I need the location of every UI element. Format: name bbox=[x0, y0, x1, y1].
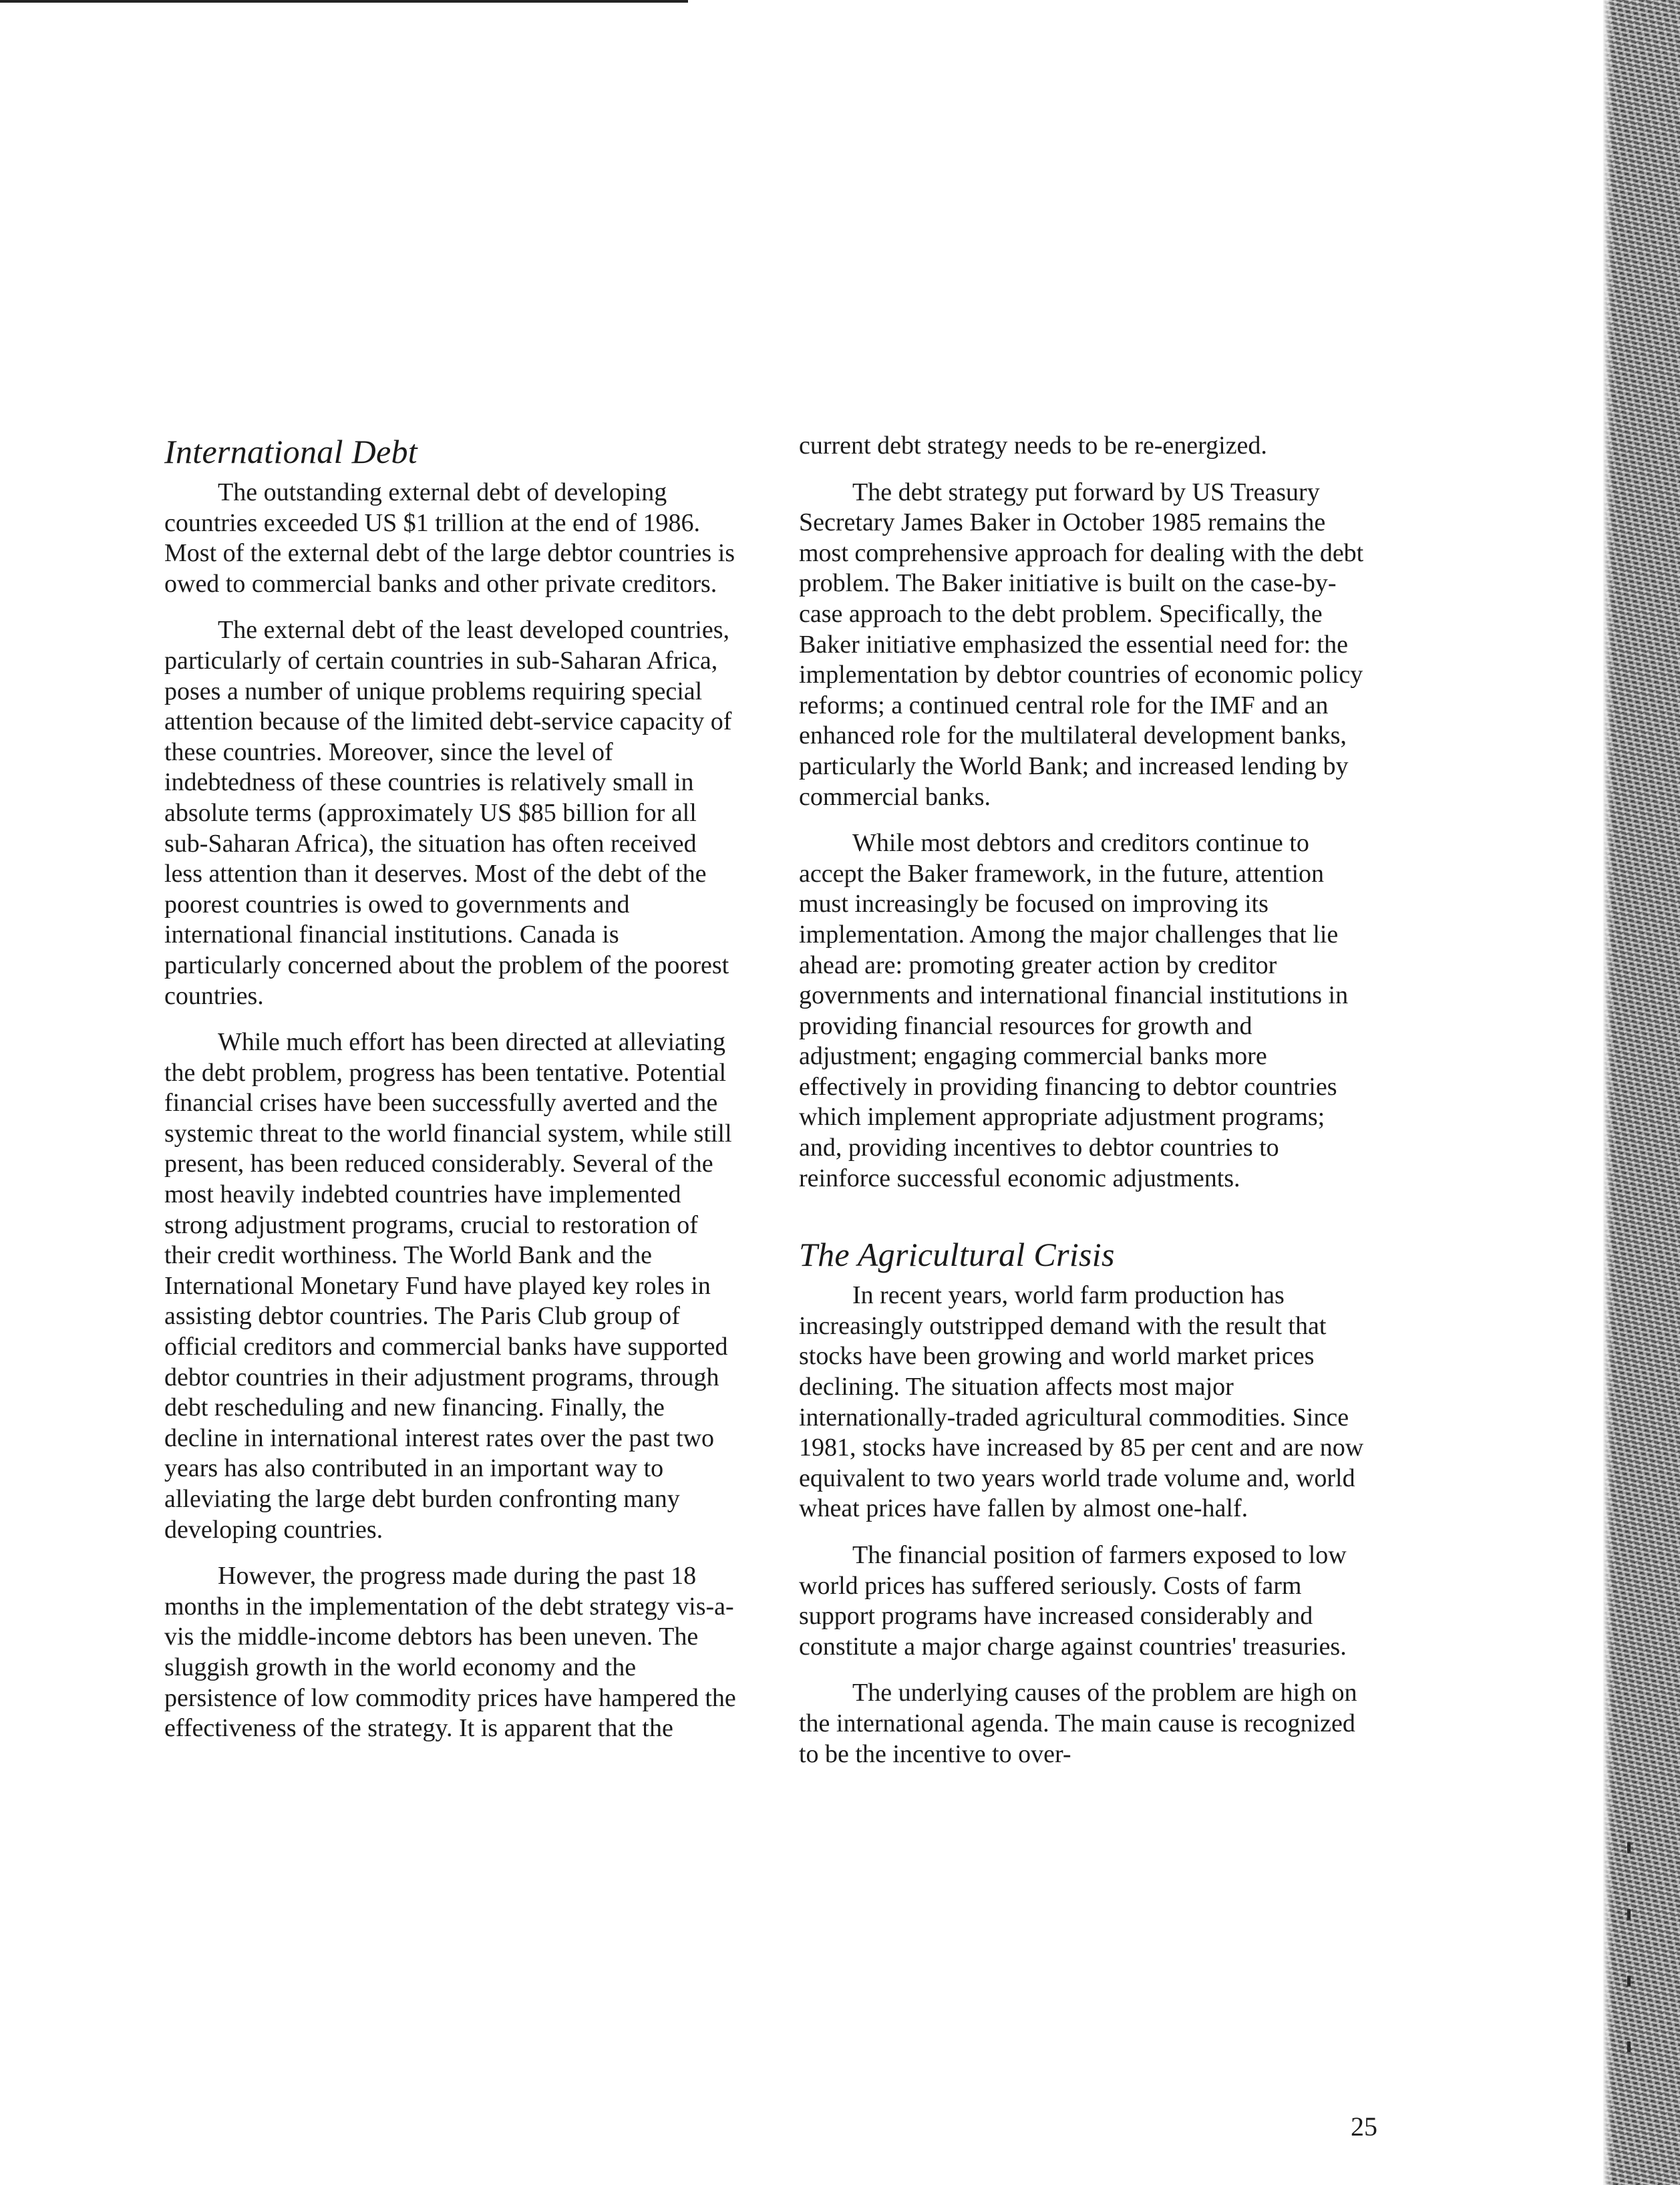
paragraph: The external debt of the least developed countries, particularly of certain countries in sub-Saharan Africa, poses a number of unique problems requiring special attention because of the limited debt-service capacity of these countries. Moreover, since the level of indebtedness of these countries is relatively small in absolute terms (approximately US $85 billion for all sub-Saharan Africa), the situation has often received less attention than it deserves. Most of the debt of the poorest countries is owed to governments and international financial institutions. Canada is particularly concerned about the problem of the poorest countries. bbox=[164, 616, 732, 1010]
paragraph: The outstanding external debt of developing countries exceeded US $1 trillion at the end of 1986. Most of the external debt of the large debtor countries is owed to commercial banks and other private creditors. bbox=[164, 478, 735, 598]
paragraph: While much effort has been directed at alleviating the debt problem, progress has been tentative. Potential financial crises have been successfully averted and the systemic threat to the world financial system, while still present, has been reduced considerably. Several of the most heavily indebted countries have implemented strong adjustment programs, crucial to restoration of their credit worthiness. The World Bank and the International Monetary Fund have played key roles in assisting debtor countries. The Paris Club group of official creditors and commercial banks have supported debtor countries in their adjustment programs, through debt rescheduling and new financing. Finally, the decline in international interest rates over the past two years has also contributed in an important way to alleviating the large debt burden confronting many developing countries. bbox=[164, 1028, 732, 1544]
section-heading-agricultural-crisis: The Agricultural Crisis bbox=[799, 1236, 1115, 1274]
paragraph: While most debtors and creditors continue to accept the Baker framework, in the future, attention must increasingly be focused on improving its implementation. Among the major challenges that lie ahead are: promoting greater action by creditor governments and international financial institutions in providing financial resources for growth and adjustment; engaging commercial banks more effectively in providing financing to debtor countries which implement appropriate adjustment programs; and, providing incentives to debtor countries to reinforce successful economic adjustments. bbox=[799, 829, 1349, 1192]
paragraph: In recent years, world farm production has increasingly outstripped demand with the result that stocks have been growing and world market prices declining. The situation affects most major internationally-traded agricultural commodities. Since 1981, stocks have increased by 85 per cent and are now equivalent to two years world trade volume and, world wheat prices have fallen by almost one-half. bbox=[799, 1281, 1364, 1523]
margin-tick-mark bbox=[1627, 1909, 1631, 1920]
paragraph: The financial position of farmers exposed to low world prices has suffered seriously. Costs of farm support programs have increased considerably and constitute a major charge against countries' treasuries. bbox=[799, 1541, 1347, 1661]
page-edge-texture bbox=[1603, 0, 1680, 2185]
paragraph: The underlying causes of the problem are high on the international agenda. The main cause is recognized to be the incentive to over- bbox=[799, 1679, 1357, 1768]
margin-tick-mark bbox=[1627, 1976, 1631, 1987]
margin-tick-mark bbox=[1627, 1842, 1631, 1853]
right-column bbox=[799, 431, 1373, 1786]
page-number: 25 bbox=[1351, 2112, 1377, 2142]
paragraph: However, the progress made during the past 18 months in the implementation of the debt strategy vis-a-vis the middle-income debtors has been uneven. The sluggish growth in the world economy and the persistence of low commodity prices have hampered the effectiveness of the strategy. It is apparent that the bbox=[164, 1562, 736, 1743]
continued-paragraph: current debt strategy needs to be re-energized. bbox=[799, 432, 1267, 460]
paragraph: The debt strategy put forward by US Treasury Secretary James Baker in October 1985 remains the most comprehensive approach for dealing with the debt problem. The Baker initiative is built on the case-by-case approach to the debt problem. Specifically, the Baker initiative emphasized the essential need for: the implementation by debtor countries of economic policy reforms; a continued central role for the IMF and an enhanced role for the multilateral development banks, particularly the World Bank; and increased lending by commercial banks. bbox=[799, 478, 1364, 811]
margin-tick-mark bbox=[1627, 2041, 1631, 2052]
top-rule bbox=[0, 0, 688, 3]
left-column bbox=[164, 431, 739, 1760]
section-heading-international-debt: International Debt bbox=[164, 433, 417, 470]
